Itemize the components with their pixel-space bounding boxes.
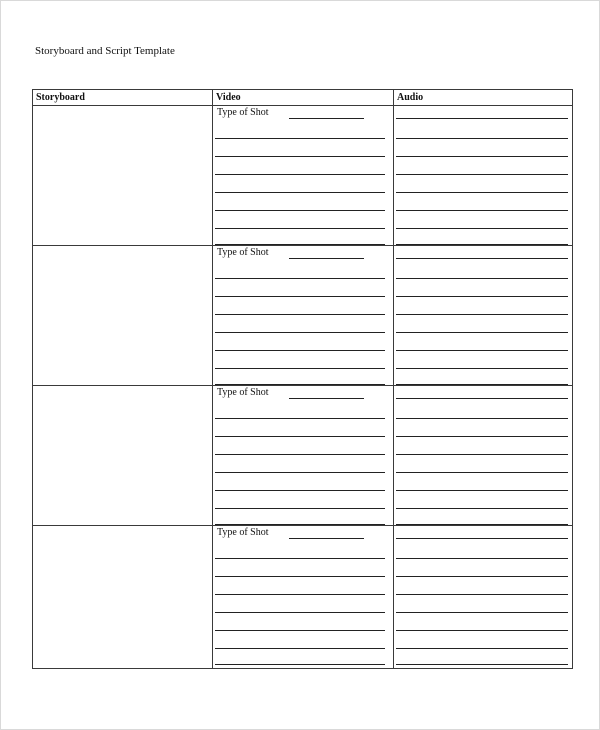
video-blank-line[interactable] [215,278,385,279]
type-of-shot-blank-line[interactable] [289,258,364,259]
video-blank-line[interactable] [215,454,385,455]
audio-blank-line[interactable] [396,138,568,139]
video-blank-line[interactable] [215,612,385,613]
audio-blank-line[interactable] [396,192,568,193]
table-row [33,386,572,526]
video-blank-line[interactable] [215,594,385,595]
video-blank-line[interactable] [215,244,385,245]
video-blank-line[interactable] [215,192,385,193]
header-storyboard: Storyboard [36,92,85,103]
audio-blank-line[interactable] [396,384,568,385]
video-blank-line[interactable] [215,664,385,665]
audio-blank-line[interactable] [396,314,568,315]
audio-blank-line[interactable] [396,174,568,175]
audio-blank-line[interactable] [396,296,568,297]
audio-blank-line[interactable] [396,648,568,649]
audio-blank-line[interactable] [396,454,568,455]
audio-blank-line[interactable] [396,594,568,595]
audio-blank-line[interactable] [396,538,568,539]
storyboard-frame[interactable] [33,246,212,385]
video-blank-line[interactable] [215,472,385,473]
video-blank-line[interactable] [215,384,385,385]
audio-blank-line[interactable] [396,630,568,631]
audio-blank-line[interactable] [396,228,568,229]
audio-blank-line[interactable] [396,508,568,509]
video-blank-line[interactable] [215,314,385,315]
table-row [33,246,572,386]
video-blank-line[interactable] [215,418,385,419]
audio-blank-line[interactable] [396,664,568,665]
type-of-shot-label: Type of Shot [217,247,269,258]
audio-blank-line[interactable] [396,398,568,399]
table-row [33,106,572,246]
audio-blank-line[interactable] [396,332,568,333]
video-blank-line[interactable] [215,368,385,369]
audio-blank-line[interactable] [396,576,568,577]
video-blank-line[interactable] [215,210,385,211]
type-of-shot-blank-line[interactable] [289,538,364,539]
audio-blank-line[interactable] [396,350,568,351]
type-of-shot-blank-line[interactable] [289,398,364,399]
video-blank-line[interactable] [215,156,385,157]
audio-blank-line[interactable] [396,368,568,369]
table-row [33,526,572,666]
document-title: Storyboard and Script Template [35,45,175,57]
audio-blank-line[interactable] [396,210,568,211]
video-blank-line[interactable] [215,630,385,631]
video-blank-line[interactable] [215,648,385,649]
audio-blank-line[interactable] [396,156,568,157]
audio-blank-line[interactable] [396,244,568,245]
video-blank-line[interactable] [215,296,385,297]
type-of-shot-label: Type of Shot [217,527,269,538]
storyboard-table [32,89,573,669]
video-blank-line[interactable] [215,332,385,333]
storyboard-frame[interactable] [33,106,212,245]
audio-blank-line[interactable] [396,278,568,279]
audio-blank-line[interactable] [396,418,568,419]
video-blank-line[interactable] [215,524,385,525]
video-blank-line[interactable] [215,576,385,577]
audio-blank-line[interactable] [396,524,568,525]
type-of-shot-blank-line[interactable] [289,118,364,119]
type-of-shot-label: Type of Shot [217,387,269,398]
type-of-shot-label: Type of Shot [217,107,269,118]
audio-blank-line[interactable] [396,436,568,437]
table-header-row [33,90,572,106]
audio-blank-line[interactable] [396,258,568,259]
header-audio: Audio [397,92,424,103]
header-video: Video [216,92,241,103]
audio-blank-line[interactable] [396,490,568,491]
video-blank-line[interactable] [215,138,385,139]
video-blank-line[interactable] [215,508,385,509]
video-blank-line[interactable] [215,174,385,175]
storyboard-frame[interactable] [33,526,212,666]
audio-blank-line[interactable] [396,558,568,559]
video-blank-line[interactable] [215,490,385,491]
video-blank-line[interactable] [215,558,385,559]
audio-blank-line[interactable] [396,472,568,473]
storyboard-frame[interactable] [33,386,212,525]
video-blank-line[interactable] [215,228,385,229]
audio-blank-line[interactable] [396,612,568,613]
video-blank-line[interactable] [215,350,385,351]
video-blank-line[interactable] [215,436,385,437]
audio-blank-line[interactable] [396,118,568,119]
